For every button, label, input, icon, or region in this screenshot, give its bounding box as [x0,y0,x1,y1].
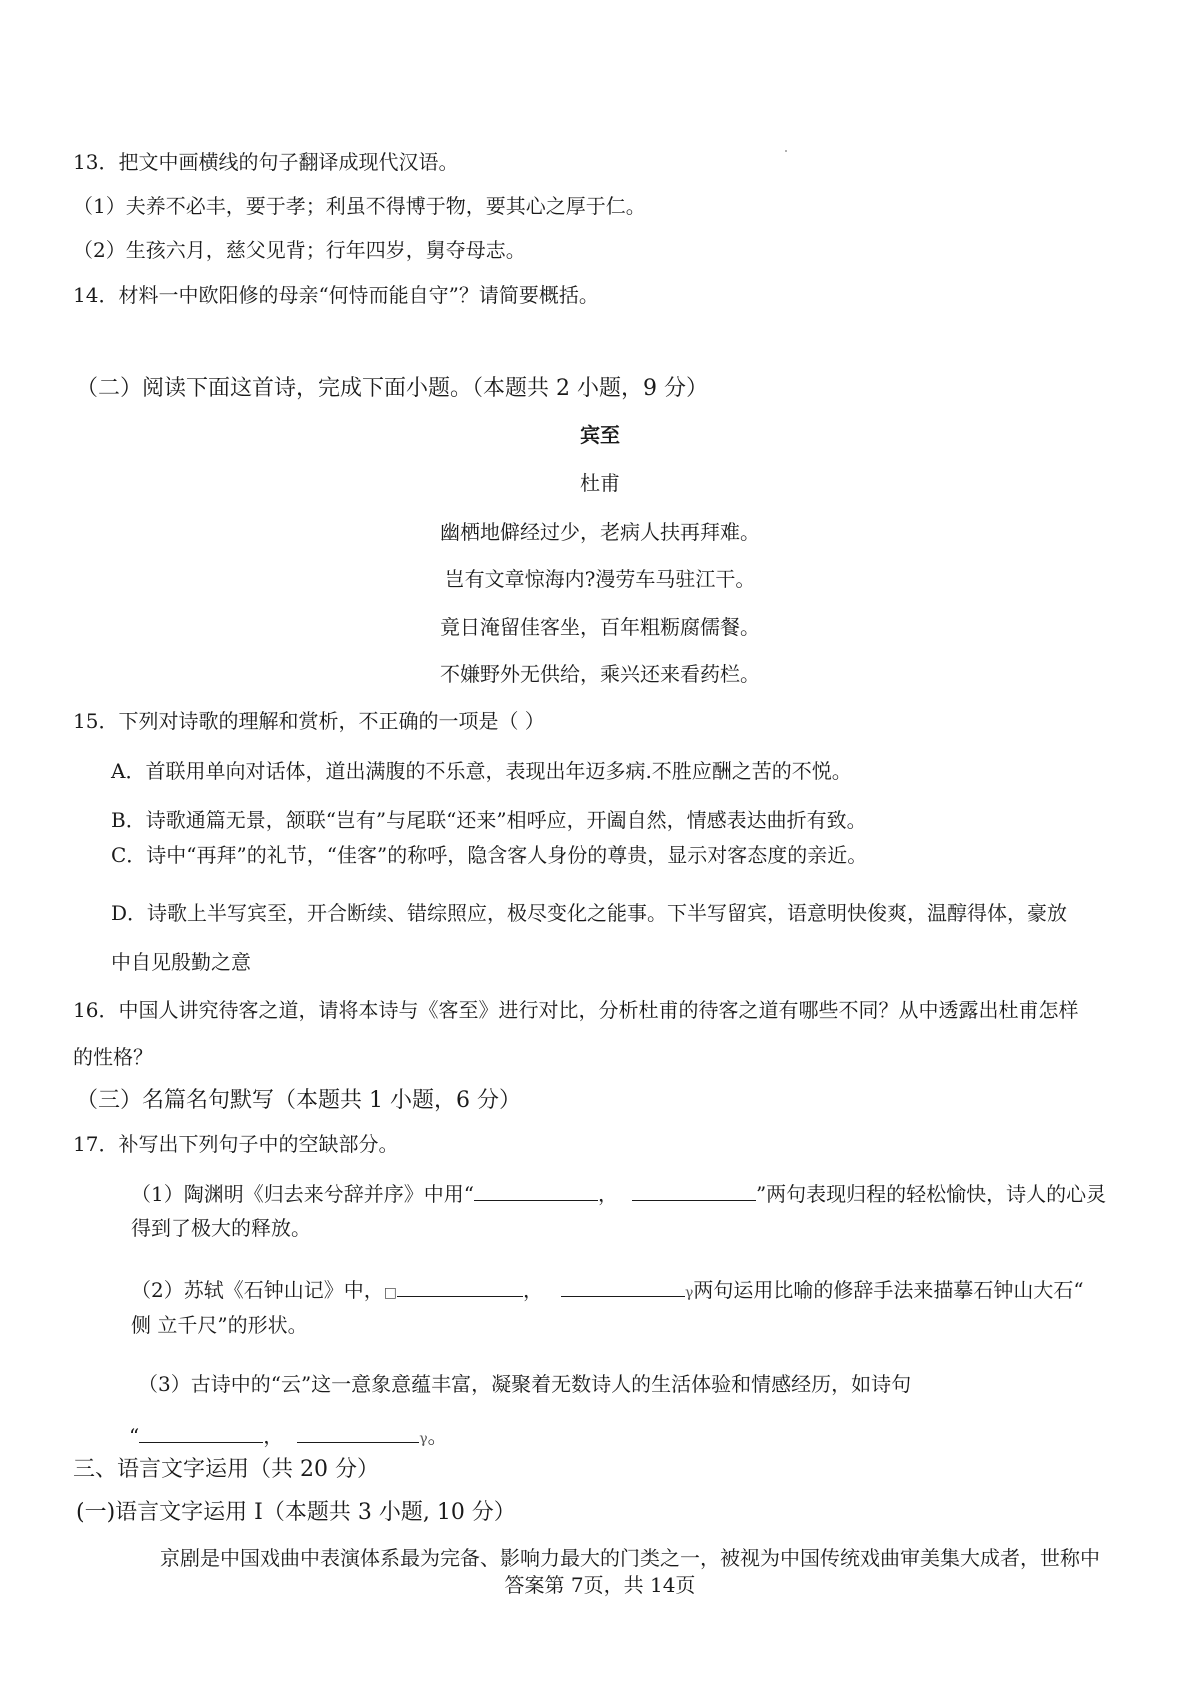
page-footer: 答案第 7页，共 14页 [504,1573,696,1597]
q16-line-1: 16．中国人讲究待客之道，请将本诗与《客至》进行对比，分析杜甫的待客之道有哪些不同？从中透露出杜甫怎样 [73,998,1079,1022]
q17-s3-separator: ， [263,1424,284,1448]
q17-s2-blank-2[interactable] [561,1278,685,1297]
q17-s3-end: 。 [427,1424,448,1448]
gamma-glyph-icon: γ [684,1285,694,1301]
q17-s2-suffix: 两句运用比喻的修辞手法来描摹石钟山大石“ [693,1278,1084,1302]
part-3-heading: 三、语言文字运用（共 20 分） [73,1457,379,1482]
q15-option-c: C．诗中“再拜”的礼节，“佳客”的称呼，隐含客人身份的尊贵，显示对客态度的亲近。 [111,843,868,867]
q17-sentence-1 [131,1182,1106,1204]
part-3-paragraph: 京剧是中国戏曲中表演体系最为完备、影响力最大的门类之一，被视为中国传统戏曲审美集大成者，世称中 [160,1546,1100,1570]
q16-line-2: 的性格？ [73,1045,153,1069]
box-glyph-icon: □ [383,1285,397,1301]
poem-line-1: 幽栖地僻经过少，老病人扶再拜难。 [440,520,760,544]
q17-s3-open-quote: “ [129,1424,140,1448]
q15-option-b: B．诗歌通篇无景，颔联“岂有”与尾联“还来”相呼应，开阖自然，情感表达曲折有致。 [111,808,867,832]
q17-sentence-2 [131,1278,1084,1300]
q15-stem: 15．下列对诗歌的理解和赏析，不正确的一项是（ ） [73,709,545,733]
q15-option-a: A．首联用单向对话体，道出满腹的不乐意，表现出年迈多病.不胜应酬之苦的不悦。 [111,759,852,783]
q17-s1-prefix: （1）陶渊明《归去来兮辞并序》中用“ [131,1182,474,1206]
poem-line-2: 岂有文章惊海内?漫劳车马驻江干。 [444,567,756,591]
q14-stem: 14．材料一中欧阳修的母亲“何恃而能自守”？请简要概括。 [73,283,599,307]
q17-s1-blank-1[interactable] [474,1182,598,1201]
gamma-glyph-icon: γ [419,1431,428,1447]
section-2-heading: （二）阅读下面这首诗，完成下面小题。（本题共 2 小题，9 分） [76,376,708,401]
poem-line-3: 竟日淹留佳客坐，百年粗粝腐儒餐。 [440,615,760,639]
scan-speck [785,150,787,152]
q17-stem: 17．补写出下列句子中的空缺部分。 [73,1132,399,1156]
poem-title: 宾至 [580,423,620,447]
q17-s1-blank-2[interactable] [632,1182,756,1201]
q17-sentence-2-cont: 侧 立千尺”的形状。 [131,1313,308,1337]
q17-s3-blank-2[interactable] [297,1424,419,1443]
q17-sentence-3: （3）古诗中的“云”这一意象意蕴丰富，凝聚着无数诗人的生活体验和情感经历，如诗句 [138,1372,912,1396]
part-3-sub-heading: (一)语言文字运用 Ⅰ（本题共 3 小题, 10 分） [76,1500,516,1525]
q17-sentence-3-blanks [129,1424,448,1446]
q15-option-d-line-1: D．诗歌上半写宾至，开合断续、错综照应，极尽变化之能事。下半写留宾，语意明快俊爽，温醇得体，豪放 [111,901,1068,925]
poem-line-4: 不嫌野外无供给，乘兴还来看药栏。 [440,662,760,686]
q13-item-2: （2）生孩六月，慈父见背；行年四岁，舅夺母志。 [73,238,526,262]
q15-option-d-line-2: 中自见殷勤之意 [111,950,251,974]
q17-s1-separator: ， [597,1182,618,1206]
q17-sentence-1-cont: 得到了极大的释放。 [131,1216,311,1240]
q17-s2-separator: ， [522,1278,543,1302]
section-3-heading: （三）名篇名句默写（本题共 1 小题，6 分） [76,1088,521,1113]
poem-author: 杜甫 [580,471,620,495]
q17-s3-blank-1[interactable] [139,1424,263,1443]
q13-item-1: （1）夫养不必丰，要于孝；利虽不得博于物，要其心之厚于仁。 [73,194,646,218]
q17-s2-blank-1[interactable] [397,1278,523,1297]
q17-s2-prefix: （2）苏轼《石钟山记》中， [131,1278,384,1302]
q13-stem: 13．把文中画横线的句子翻译成现代汉语。 [73,150,459,174]
q17-s1-suffix: ”两句表现归程的轻松愉快，诗人的心灵 [755,1182,1107,1206]
